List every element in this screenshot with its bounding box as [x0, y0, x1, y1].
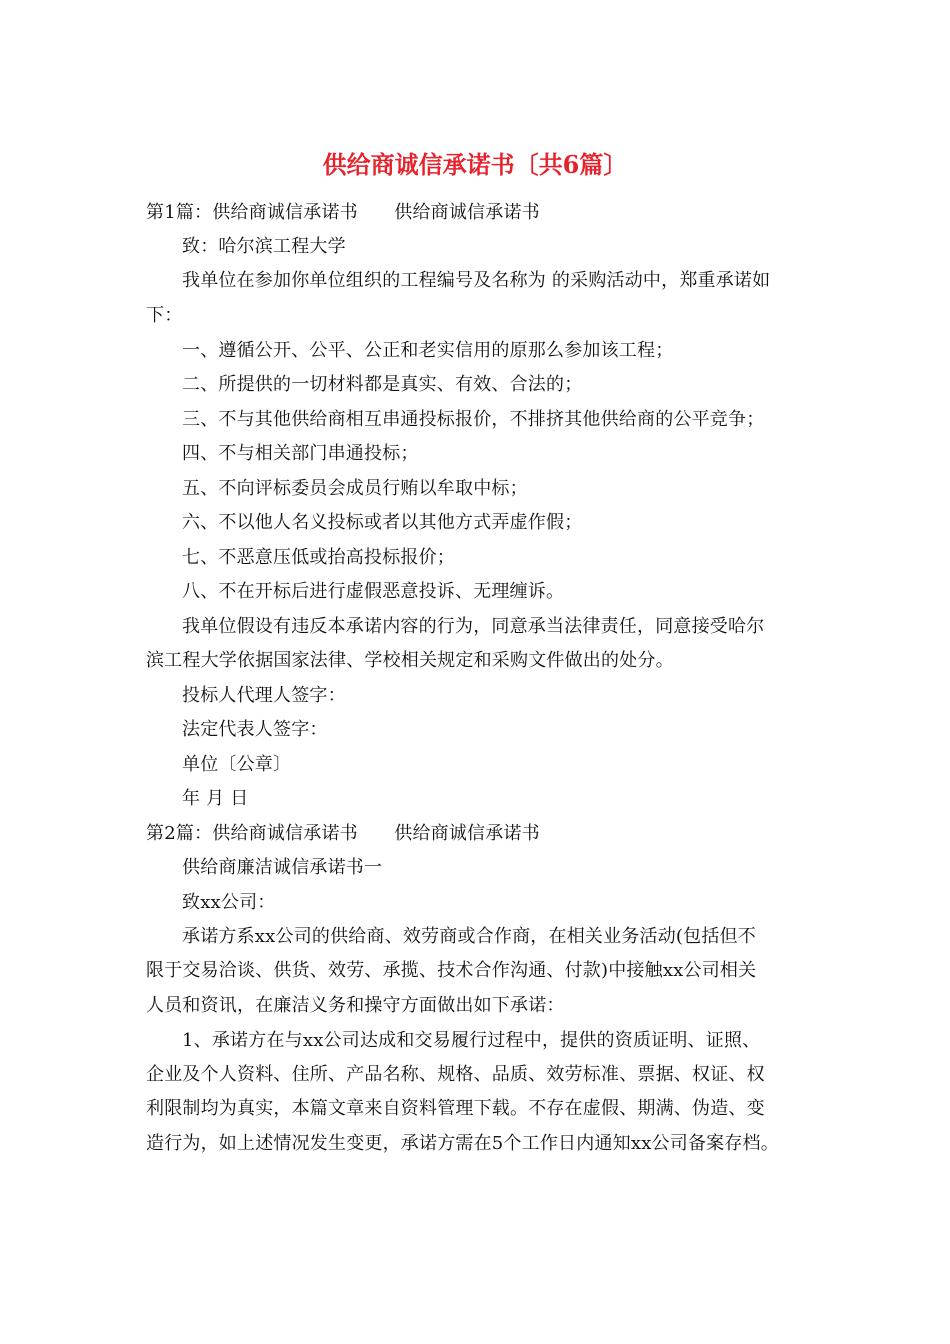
paragraph-line: 二、所提供的一切材料都是真实、有效、合法的； [182, 374, 583, 395]
paragraph-line: 承诺方系xx公司的供给商、效劳商或合作商，在相关业务活动(包括但不 [182, 926, 756, 947]
paragraph-line: 供给商廉洁诚信承诺书一 [182, 857, 383, 878]
paragraph-line: 四、不与相关部门串通投标； [182, 443, 419, 464]
paragraph-line: 第1篇：供给商诚信承诺书 供给商诚信承诺书 [146, 202, 540, 223]
paragraph-line: 1、承诺方在与xx公司达成和交易履行过程中，提供的资质证明、证照、 [182, 1030, 761, 1051]
paragraph-line: 企业及个人资料、住所、产品名称、规格、品质、效劳标准、票据、权证、权 [146, 1064, 765, 1085]
paragraph-line: 滨工程大学依据国家法律、学校相关规定和采购文件做出的处分。 [146, 650, 674, 671]
paragraph-line: 第2篇：供给商诚信承诺书 供给商诚信承诺书 [146, 823, 540, 844]
paragraph-line: 利限制均为真实，本篇文章来自资料管理下载。不存在虚假、期满、伪造、变 [146, 1098, 765, 1119]
paragraph-line: 五、不向评标委员会成员行贿以牟取中标； [182, 478, 528, 499]
paragraph-line: 人员和资讯，在廉洁义务和操守方面做出如下承诺： [146, 995, 565, 1016]
paragraph-line: 一、遵循公开、公平、公正和老实信用的原那么参加该工程； [182, 340, 674, 361]
paragraph-line: 八、不在开标后进行虚假恶意投诉、无理缠诉。 [182, 581, 565, 602]
paragraph-line: 年 月 日 [182, 788, 249, 809]
paragraph-line: 七、不恶意压低或抬高投标报价； [182, 547, 455, 568]
paragraph-line: 我单位假设有违反本承诺内容的行为，同意承当法律责任，同意接受哈尔 [182, 616, 765, 637]
paragraph-line: 六、不以他人名义投标或者以其他方式弄虚作假； [182, 512, 583, 533]
paragraph-line: 下： [146, 305, 183, 326]
paragraph-line: 限于交易洽谈、供货、效劳、承揽、技术合作沟通、付款)中接触xx公司相关 [146, 960, 757, 981]
document-title: 供给商诚信承诺书〔共6篇〕 [322, 150, 628, 179]
paragraph-line: 我单位在参加你单位组织的工程编号及名称为 的采购活动中，郑重承诺如 [182, 270, 771, 291]
paragraph-line: 单位〔公章〕 [182, 754, 292, 775]
paragraph-line: 投标人代理人签字： [182, 685, 346, 706]
paragraph-line: 致xx公司： [182, 892, 276, 913]
paragraph-line: 法定代表人签字： [182, 719, 328, 740]
paragraph-line: 三、不与其他供给商相互串通投标报价，不排挤其他供给商的公平竞争； [182, 409, 765, 430]
paragraph-line: 致：哈尔滨工程大学 [182, 236, 346, 257]
paragraph-line: 造行为，如上述情况发生变更，承诺方需在5个工作日内通知xx公司备案存档。 [146, 1133, 779, 1154]
